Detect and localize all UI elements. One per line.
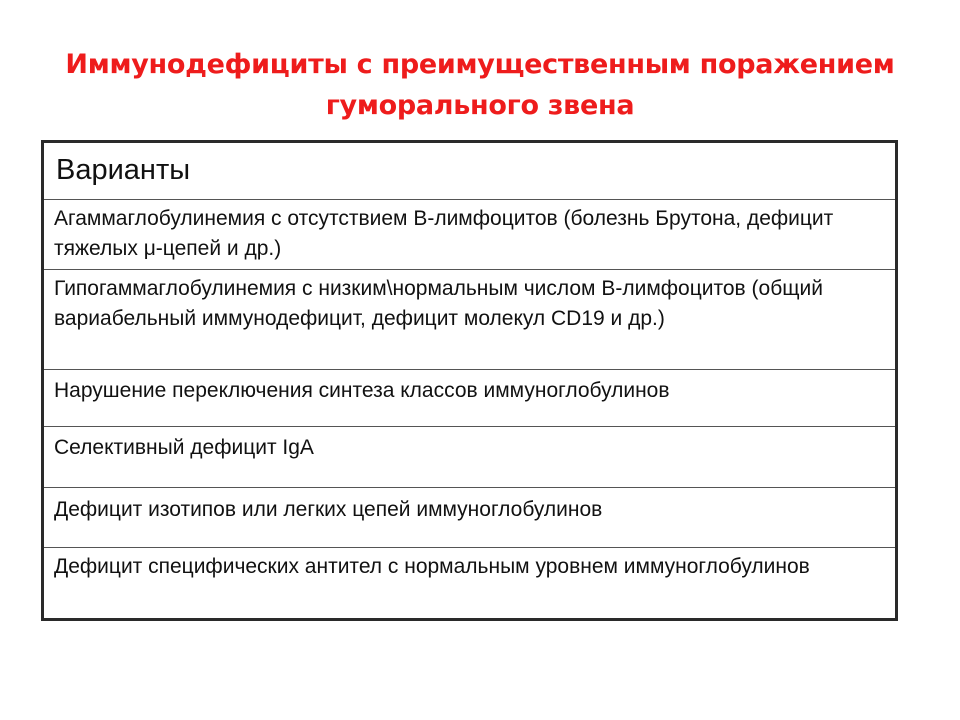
table-row (43, 548, 897, 620)
table-row (43, 488, 897, 548)
table-cell-agammaglobulinemia: Агаммаглобулинемия с отсутствием В-лимфоцитов (болезнь Брутона, дефицит тяжелых μ-цепей и др.) (43, 200, 897, 270)
variants-table (41, 140, 898, 621)
slide-title-line-2: гуморального звена (325, 90, 635, 121)
table-cell-isotype-deficiency: Дефицит изотипов или легких цепей иммуноглобулинов (43, 488, 897, 548)
table-row (43, 370, 897, 427)
table-row (43, 427, 897, 488)
table-cell-class-switch-defect: Нарушение переключения синтеза классов иммуноглобулинов (43, 370, 897, 427)
table-cell-specific-antibody-deficiency: Дефицит специфических антител с нормальным уровнем иммуноглобулинов (43, 548, 897, 620)
table-row (43, 270, 897, 370)
table-cell-hypogammaglobulinemia: Гипогаммаглобулинемия с низким\нормальным числом В-лимфоцитов (общий вариабельный иммунодефицит, дефицит молекул CD19 и др.) (43, 270, 897, 370)
slide-title-line-1: Иммунодефициты с преимущественным поражением (65, 49, 895, 80)
table-header-cell: Варианты (43, 142, 897, 200)
table-header-row (43, 142, 897, 200)
table-row (43, 200, 897, 270)
slide-title (20, 44, 940, 126)
table-cell-iga-deficiency: Селективный дефицит IgA (43, 427, 897, 488)
